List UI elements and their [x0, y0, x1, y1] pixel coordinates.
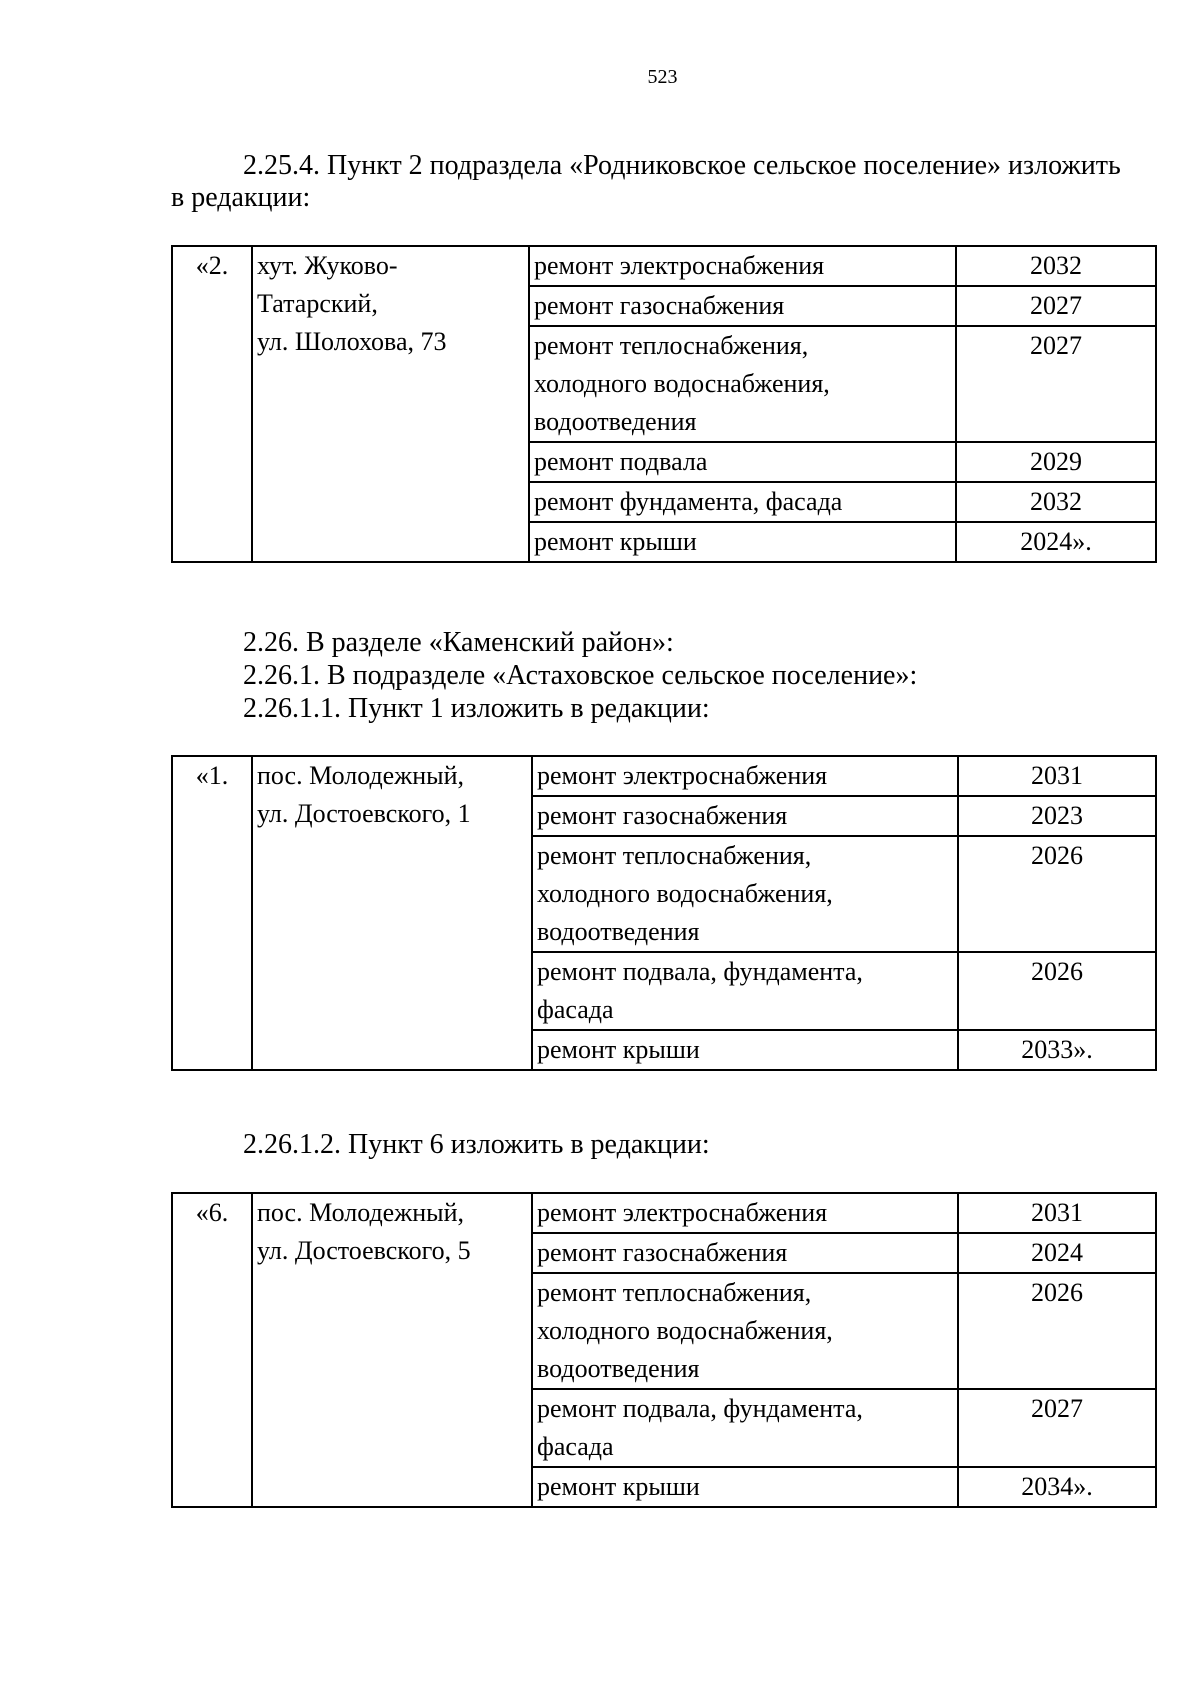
item-address: хут. Жуково- Татарский, ул. Шолохова, 73 — [252, 246, 529, 562]
work-type: ремонт крыши — [529, 522, 956, 562]
work-year: 2024 — [958, 1233, 1156, 1273]
work-type: ремонт газоснабжения — [532, 796, 958, 836]
work-year: 2033». — [958, 1030, 1156, 1070]
work-year: 2026 — [958, 1273, 1156, 1389]
repair-table-item-2 — [171, 245, 1157, 563]
table-row — [172, 756, 1156, 796]
work-year: 2027 — [956, 286, 1156, 326]
work-year: 2031 — [958, 1193, 1156, 1233]
paragraph-2-26-1-1: 2.26.1.1. Пункт 1 изложить в редакции: — [243, 693, 710, 724]
work-type: ремонт фундамента, фасада — [529, 482, 956, 522]
paragraph-2-26: 2.26. В разделе «Каменский район»: — [243, 627, 674, 658]
work-type: ремонт подвала — [529, 442, 956, 482]
repair-table-item-6 — [171, 1192, 1157, 1508]
work-year: 2032 — [956, 246, 1156, 286]
item-number: «1. — [172, 756, 252, 1070]
work-type: ремонт электроснабжения — [529, 246, 956, 286]
work-type: ремонт теплоснабжения, холодного водоснабжения, водоотведения — [532, 836, 958, 952]
work-type: ремонт газоснабжения — [532, 1233, 958, 1273]
paragraph-2-25-4-line1: 2.25.4. Пункт 2 подраздела «Родниковское сельское поселение» изложить — [243, 150, 1121, 181]
paragraph-2-25-4 — [171, 150, 1171, 214]
item-number: «6. — [172, 1193, 252, 1507]
work-type: ремонт крыши — [532, 1030, 958, 1070]
work-type: ремонт электроснабжения — [532, 1193, 958, 1233]
page-number: 523 — [647, 66, 678, 88]
work-type: ремонт теплоснабжения, холодного водоснабжения, водоотведения — [532, 1273, 958, 1389]
work-year: 2027 — [956, 326, 1156, 442]
work-type: ремонт подвала, фундамента, фасада — [532, 952, 958, 1030]
work-type: ремонт электроснабжения — [532, 756, 958, 796]
work-type: ремонт крыши — [532, 1467, 958, 1507]
table-row — [172, 246, 1156, 286]
work-type: ремонт подвала, фундамента, фасада — [532, 1389, 958, 1467]
work-year: 2027 — [958, 1389, 1156, 1467]
work-year: 2034». — [958, 1467, 1156, 1507]
work-year: 2031 — [958, 756, 1156, 796]
work-year: 2023 — [958, 796, 1156, 836]
item-address: пос. Молодежный, ул. Достоевского, 5 — [252, 1193, 532, 1507]
work-year: 2026 — [958, 952, 1156, 1030]
work-year: 2029 — [956, 442, 1156, 482]
paragraph-2-25-4-line2: в редакции: — [171, 182, 311, 213]
work-year: 2026 — [958, 836, 1156, 952]
table-row — [172, 1193, 1156, 1233]
work-year: 2024». — [956, 522, 1156, 562]
paragraph-2-26-1: 2.26.1. В подразделе «Астаховское сельское поселение»: — [243, 660, 918, 691]
item-address: пос. Молодежный, ул. Достоевского, 1 — [252, 756, 532, 1070]
work-year: 2032 — [956, 482, 1156, 522]
work-type: ремонт газоснабжения — [529, 286, 956, 326]
work-type: ремонт теплоснабжения, холодного водоснабжения, водоотведения — [529, 326, 956, 442]
repair-table-item-1 — [171, 755, 1157, 1071]
paragraph-2-26-1-2: 2.26.1.2. Пункт 6 изложить в редакции: — [243, 1129, 710, 1160]
item-number: «2. — [172, 246, 252, 562]
